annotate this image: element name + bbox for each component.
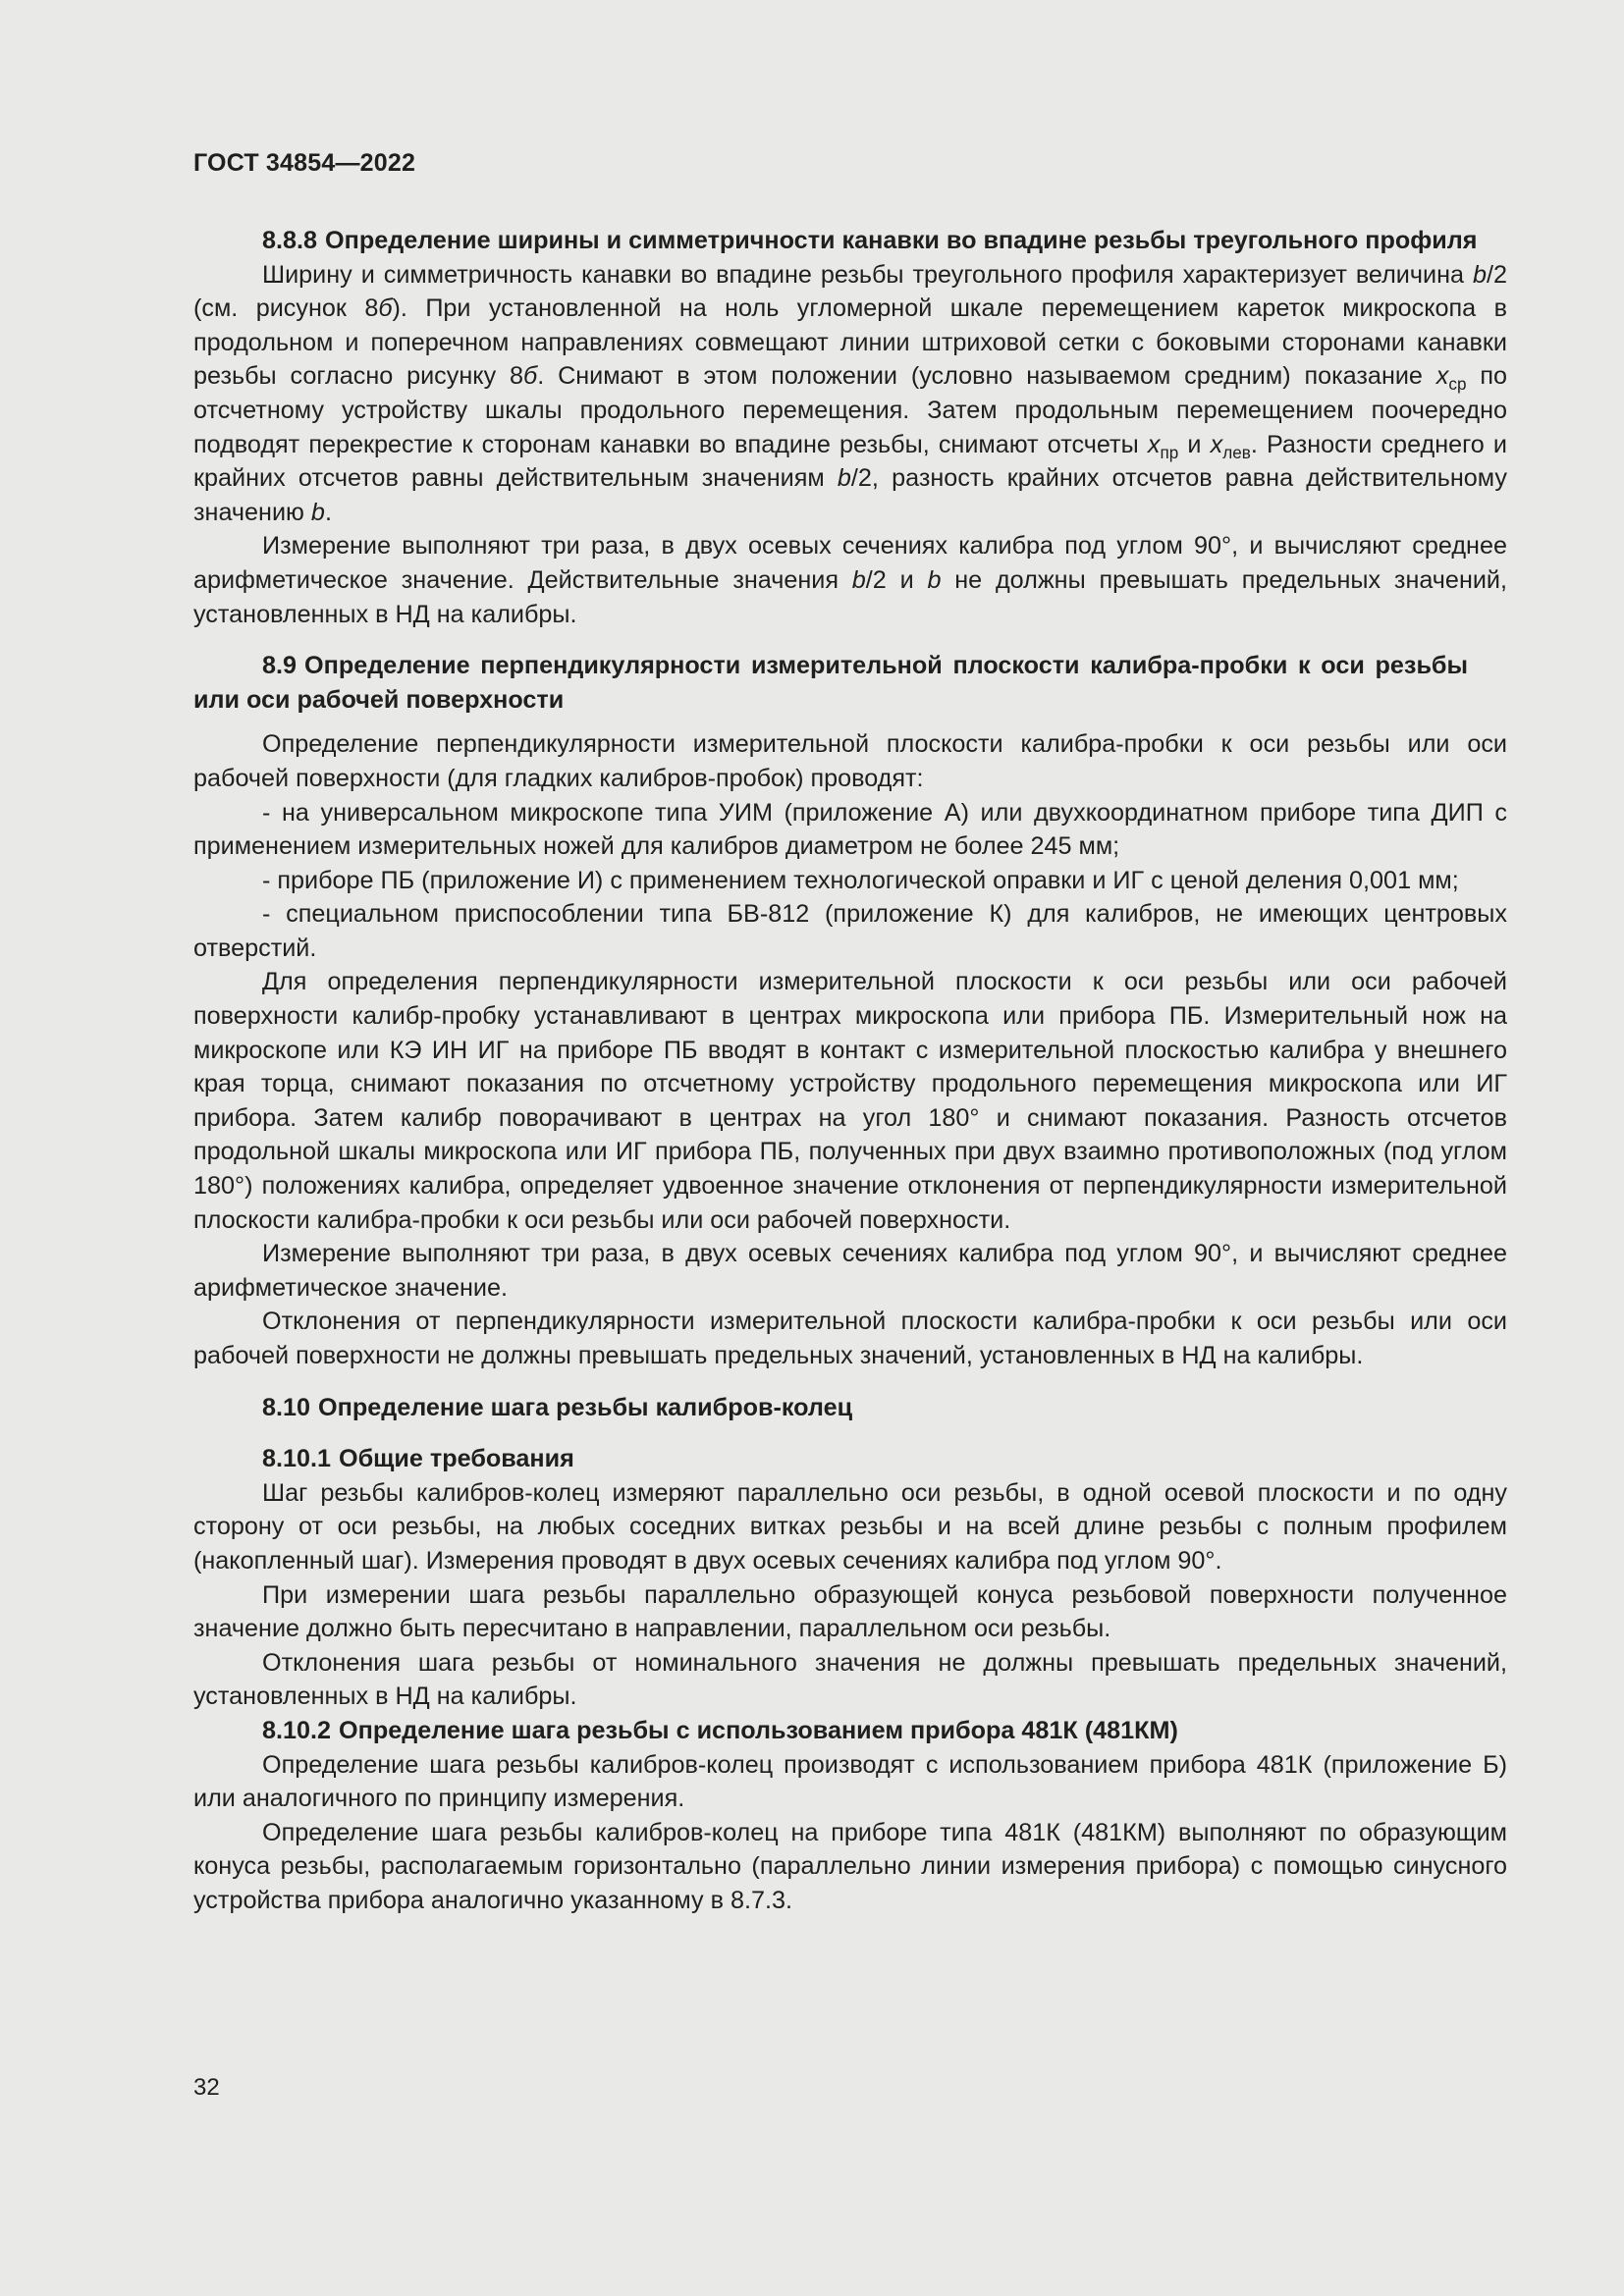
paragraph: Измерение выполняют три раза, в двух осевых сечениях калибра под углом 90°, и вычисляют среднее арифметическое значение. Действительные значения b/2 и b не должны превышать предельных значений, установленных в НД на калибры.	[193, 532, 1507, 628]
section-number: 8.10.2	[262, 1716, 332, 1744]
section-heading-8-10-2	[193, 1714, 1507, 1748]
paragraph: Ширину и симметричность канавки во впадине резьбы треугольного профиля характеризует величина b/2 (см. рисунок 8б). При установленной на ноль угломерной шкале перемещением кареток микроскопа в продольном и поперечном направлениях совмещают линии штриховой сетки с боковыми сторонами канавки резьбы согласно рисунку 8б. Снимают в этом положении (условно называемом средним) показание $x_{ср}$ по отсчетному устройству шкалы продольного перемещения. Затем продольным перемещением поочередно подводят перекрестие к сторонам канавки во впадине резьбы, снимают отсчеты $x_{пр}$ и $x_{лев}$. Разности среднего и крайних отсчетов равны действительным значениям b/2, разность крайних отсчетов равна действительному значению b.	[193, 260, 1507, 526]
section-title: Определение перпендикулярности измерительной плоскости калибра-пробки к оси резьбы или оси рабочей поверхности	[193, 652, 1468, 714]
list-item: - специальном приспособлении типа БВ-812 (приложение К) для калибров, не имеющих центровых отверстий.	[193, 900, 1507, 962]
section-title: Общие требования	[339, 1445, 574, 1473]
paragraph: Измерение выполняют три раза, в двух осевых сечениях калибра под углом 90°, и вычисляют среднее арифметическое значение.	[193, 1240, 1507, 1302]
section-title: Определение шага резьбы с использованием прибора 481К (481КМ)	[339, 1716, 1178, 1744]
paragraph: Шаг резьбы калибров-колец измеряют параллельно оси резьбы, в одной осевой плоскости и по одну сторону от оси резьбы, на любых соседних витках резьбы и на всей длине резьбы с полным профилем (накопленный шаг). Измерения проводят в двух осевых сечениях калибра под углом 90°.	[193, 1478, 1507, 1575]
paragraph: Определение шага резьбы калибров-колец на приборе типа 481К (481КМ) выполняют по образующим конуса резьбы, располагаемым горизонтально (параллельно линии измерения прибора) с помощью синусного устройства прибора аналогично указанному в 8.7.3.	[193, 1818, 1507, 1914]
section-heading-8-10	[193, 1391, 1507, 1425]
paragraph: Отклонения шага резьбы от номинального значения не должны превышать предельных значений, установленных в НД на калибры.	[193, 1648, 1507, 1711]
list-item: - на универсальном микроскопе типа УИМ (приложение А) или двухкоординатном приборе типа ДИП с применением измерительных ножей для калибров диаметром не более 245 мм;	[193, 798, 1507, 861]
section-number: 8.9	[262, 652, 298, 680]
paragraph: Отклонения от перпендикулярности измерительной плоскости калибра-пробки к оси резьбы или оси рабочей поверхности не должны превышать предельных значений, установленных в НД на калибры.	[193, 1308, 1507, 1369]
document-header: ГОСТ 34854—2022	[193, 149, 416, 177]
section-title: Определение шага резьбы калибров-колец	[318, 1393, 853, 1421]
section-title: Определение ширины и симметричности канавки во впадине резьбы треугольного профиля	[325, 227, 1478, 254]
section-number: 8.10	[262, 1393, 311, 1421]
section-number: 8.10.1	[262, 1445, 332, 1473]
section-heading-8-8-8	[193, 224, 1507, 258]
page-number: 32	[193, 2074, 220, 2101]
list-item: - приборе ПБ (приложение И) с применением технологической оправки и ИГ с ценой деления 0,001 мм;	[262, 866, 1459, 894]
section-heading-8-10-1	[193, 1442, 1507, 1476]
paragraph: Для определения перпендикулярности измерительной плоскости к оси резьбы или оси рабочей поверхности калибр-пробку устанавливают в центрах микроскопа или прибора ПБ. Измерительный нож на микроскопе или КЭ ИН ИГ на приборе ПБ вводят в контакт с измерительной плоскостью калибра у внешнего края торца, снимают показания по отсчетному устройству продольного перемещения микроскопа или ИГ прибора. Затем калибр поворачивают в центрах на угол 180° и снимают показания. Разность отсчетов продольной шкалы микроскопа или ИГ прибора ПБ, полученных при двух взаимно противоположных (под углом 180°) положениях калибра, определяет удвоенное значение отклонения от перпендикулярности измерительной плоскости калибра-пробки к оси резьбы или оси рабочей поверхности.	[193, 968, 1507, 1234]
paragraph: При измерении шага резьбы параллельно образующей конуса резьбовой поверхности полученное значение должно быть пересчитано в направлении, параллельном оси резьбы.	[193, 1580, 1507, 1643]
paragraph: Определение шага резьбы калибров-колец производят с использованием прибора 481К (приложение Б) или аналогичного по принципу измерения.	[193, 1750, 1507, 1813]
section-number: 8.8.8	[262, 227, 318, 254]
section-heading-8-9	[193, 649, 1507, 717]
document-body	[193, 224, 1507, 1918]
paragraph: Определение перпендикулярности измерительной плоскости калибра-пробки к оси резьбы или оси рабочей поверхности (для гладких калибров-пробок) проводят:	[193, 730, 1507, 792]
